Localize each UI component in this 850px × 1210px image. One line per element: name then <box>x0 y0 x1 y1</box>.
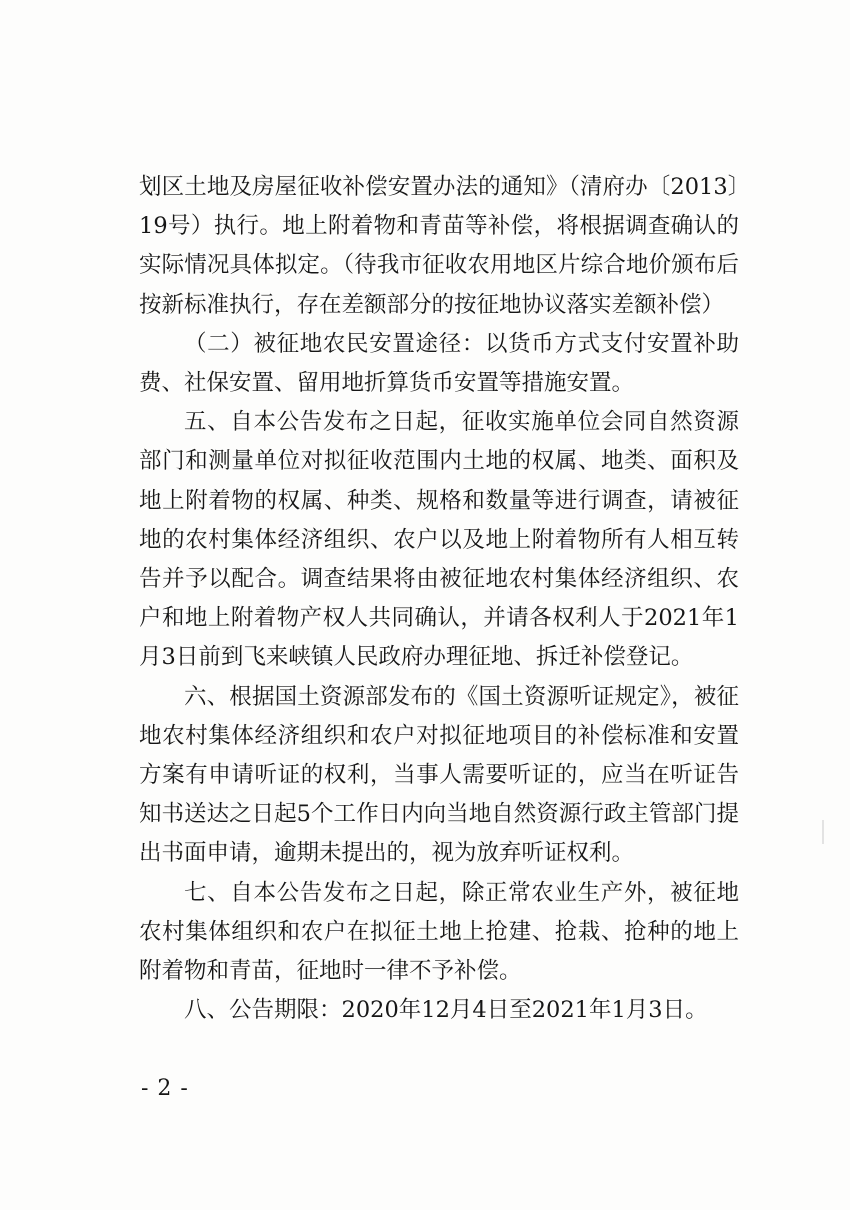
paragraph-item-7: 七、自本公告发布之日起，除正常农业生产外，被征地农村集体组织和农户在拟征土地上抢建、抢栽、抢种的地上附着物和青苗，征地时一律不予补偿。 <box>139 879 739 985</box>
paragraph-item-6: 六、根据国土资源部发布的《国土资源听证规定》，被征地农村集体经济组织和农户对拟征地项目的补偿标准和安置方案有申请听证的权利，当事人需要听证的，应当在听证告知书送达之日起5个工作日内向当地自然资源行政主管部门提出书面申请，逾期未提出的，视为放弃听证权利。 <box>139 683 739 867</box>
paragraph-resettlement: （二）被征地农民安置途径：以货币方式支付安置补助费、社保安置、留用地折算货币安置等措施安置。 <box>139 330 739 397</box>
scan-mark <box>822 820 824 844</box>
paragraph-item-5: 五、自本公告发布之日起，征收实施单位会同自然资源部门和测量单位对拟征收范围内土地的权属、地类、面积及地上附着物的权属、种类、规格和数量等进行调查，请被征地的农村集体经济组织、农户以及地上附着物所有人相互转告并予以配合。调查结果将由被征地农村集体经济组织、农户和地上附着物产权人共同确认，并请各权利人于2021年1月3日前到飞来峡镇人民政府办理征地、拆迁补偿登记。 <box>139 409 739 671</box>
paragraph-continuation: 划区土地及房屋征收补偿安置办法的通知》（清府办〔2013〕19号）执行。地上附着物和青苗等补偿，将根据调查确认的实际情况具体拟定。（待我市征收农用地区片综合地价颁布后按新标准执行，存在差额部分的按征地协议落实差额补偿） <box>139 174 739 318</box>
document-body <box>139 168 739 1030</box>
paragraph-item-8: 八、公告期限：2020年12月4日至2021年1月3日。 <box>184 997 708 1024</box>
page-number: - 2 - <box>141 1076 189 1101</box>
